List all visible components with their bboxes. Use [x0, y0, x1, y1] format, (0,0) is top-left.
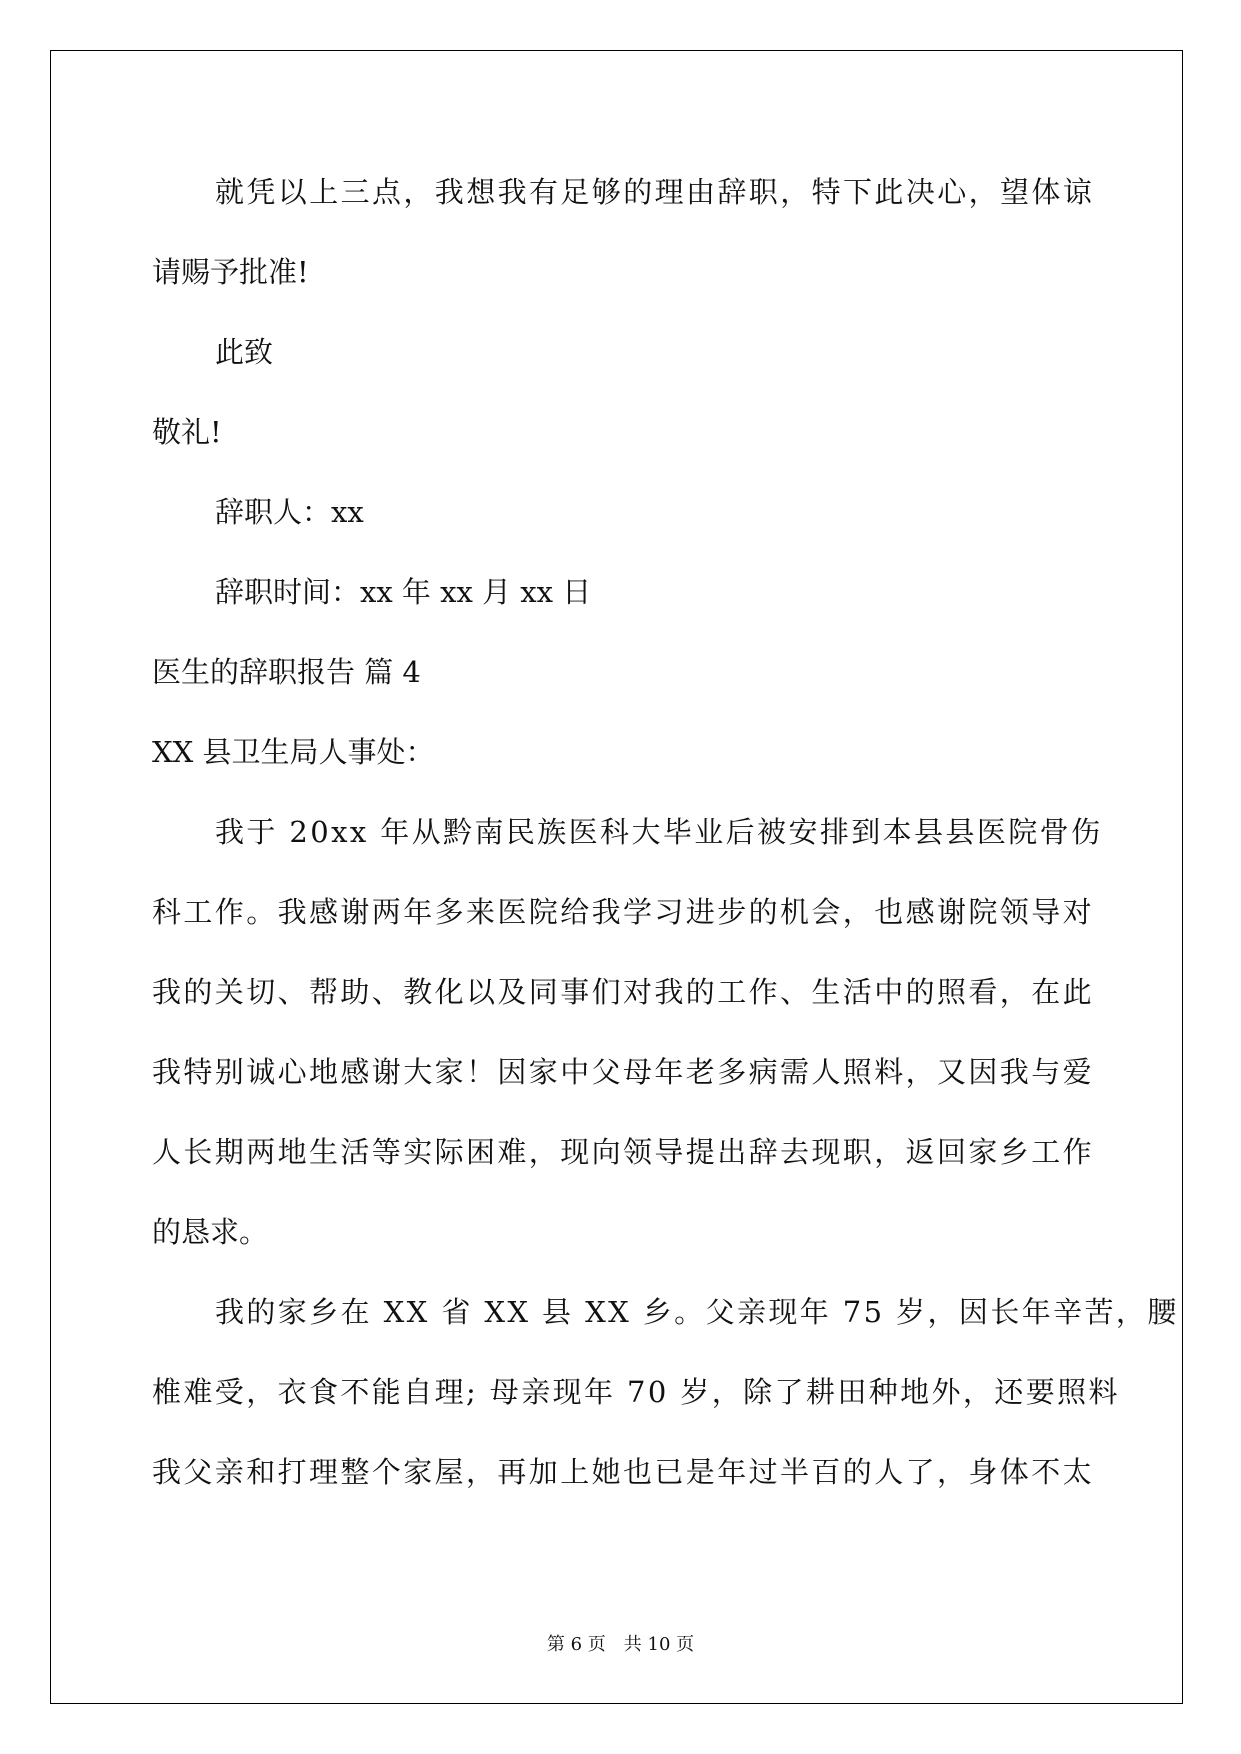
text-line: 请赐予批准! — [152, 255, 309, 289]
text-line: 敬礼! — [152, 415, 222, 449]
text-line: 的恳求。 — [152, 1215, 269, 1249]
text-line: 科工作。我感谢两年多来医院给我学习进步的机会，也感谢院领导对 — [152, 895, 1095, 929]
page-footer: 第 6 页 共 10 页 — [546, 1634, 695, 1655]
text-line: 椎难受，衣食不能自理; 母亲现年 70 岁，除了耕田种地外，还要照料 — [152, 1375, 1120, 1409]
text-line: 我的家乡在 XX 省 XX 县 XX 乡。父亲现年 75 岁，因长年辛苦，腰 — [215, 1295, 1179, 1329]
text-line: 此致 — [215, 335, 274, 369]
text-line: 就凭以上三点，我想我有足够的理由辞职，特下此决心，望体谅 — [215, 175, 1095, 209]
text-line: 我于 20xx 年从黔南民族医科大毕业后被安排到本县县医院骨伤 — [215, 815, 1103, 849]
text-line: 人长期两地生活等实际困难，现向领导提出辞去现职，返回家乡工作 — [152, 1135, 1095, 1169]
section-heading: 医生的辞职报告 篇 4 — [152, 655, 421, 689]
text-line: 我特别诚心地感谢大家！因家中父母年老多病需人照料，又因我与爱 — [152, 1055, 1095, 1089]
text-line: 辞职人：xx — [215, 495, 364, 529]
text-line: 我父亲和打理整个家屋，再加上她也已是年过半百的人了，身体不太 — [152, 1455, 1095, 1489]
text-line: 我的关切、帮助、教化以及同事们对我的工作、生活中的照看，在此 — [152, 975, 1095, 1009]
text-line: 辞职时间：xx 年 xx 月 xx 日 — [215, 575, 592, 609]
text-line: XX 县卫生局人事处： — [152, 735, 435, 769]
